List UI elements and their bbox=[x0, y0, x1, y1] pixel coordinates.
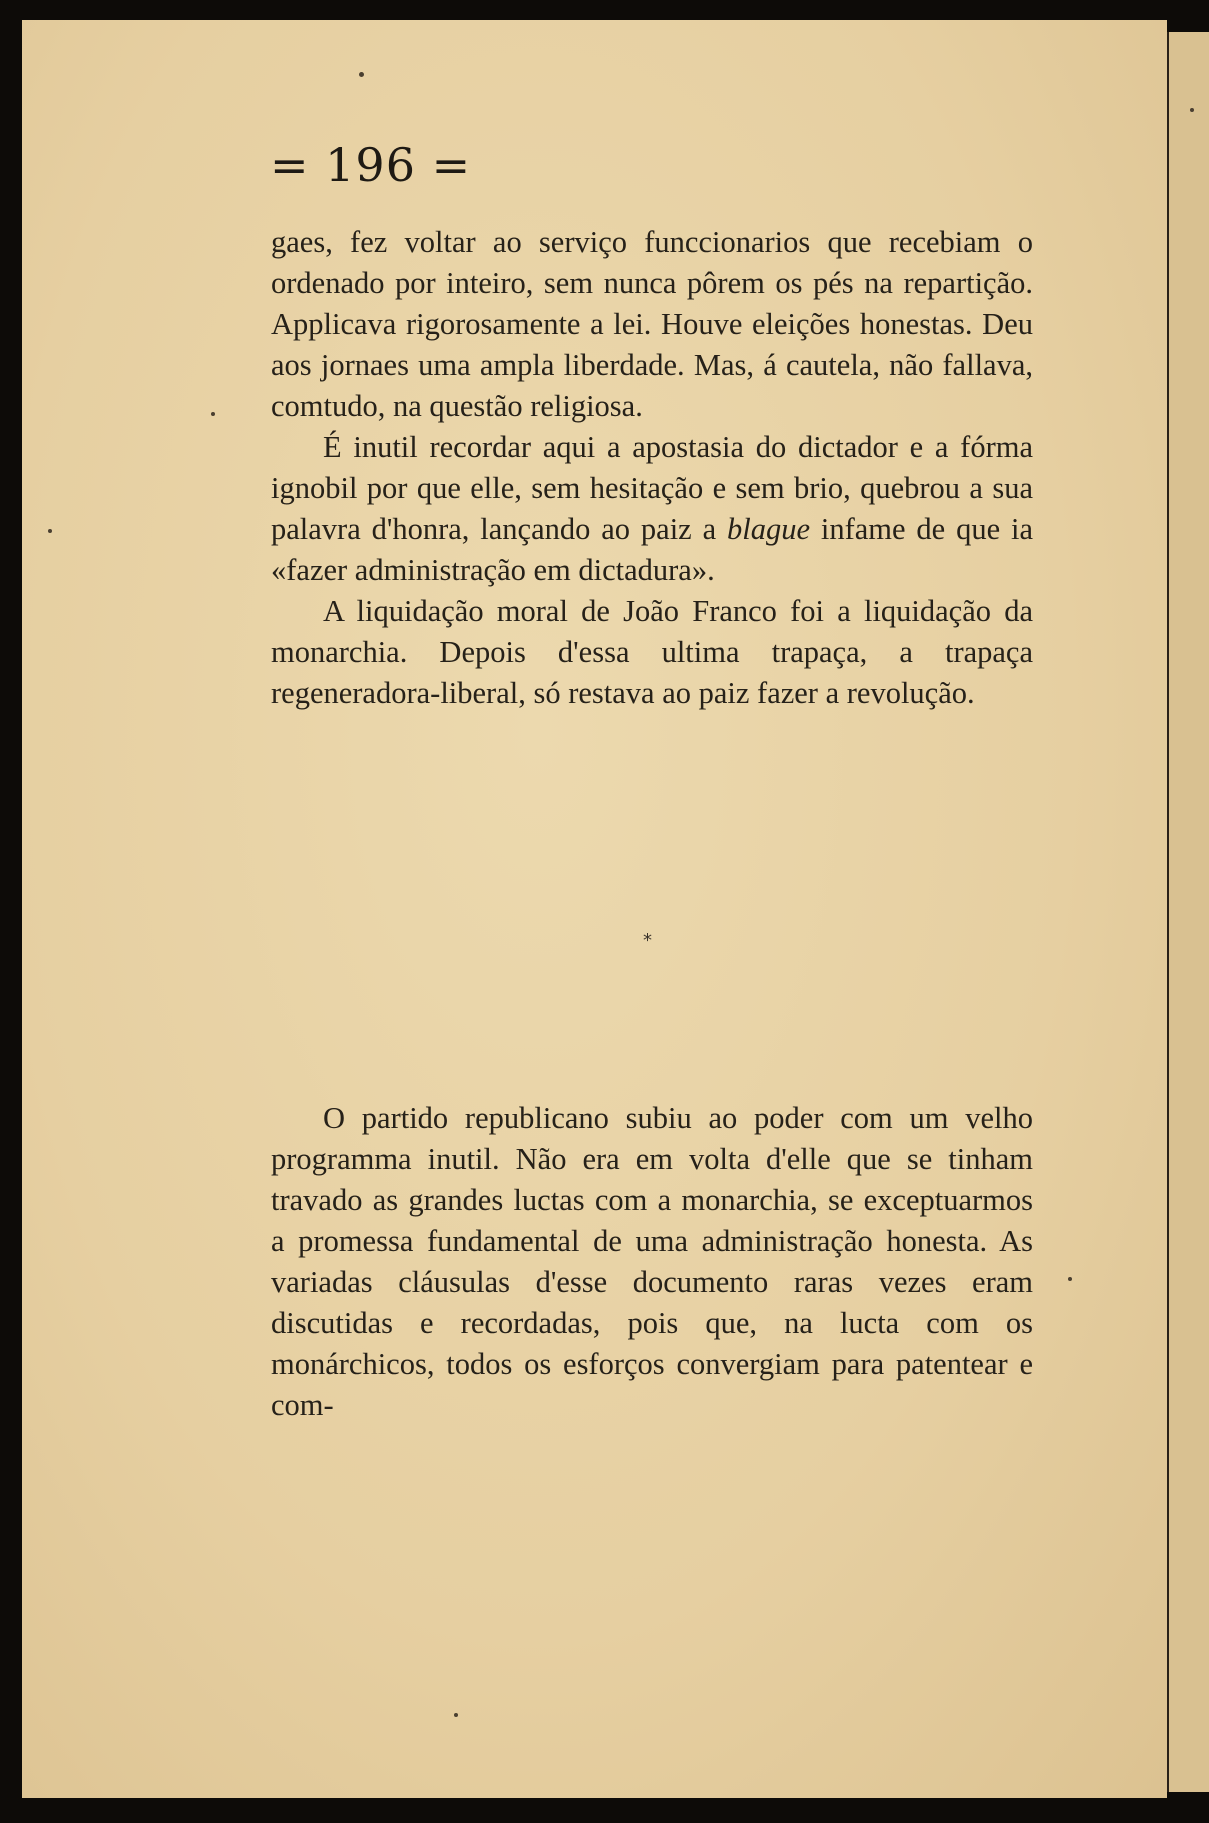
section-separator: * bbox=[643, 930, 652, 951]
paragraph-2-lead: É inutil recordar aqui a apostasia do dictador e a fórma ignobil por que elle, sem hesitação e sem brio, quebrou a sua palavra d'honra, lançando ao paiz a bbox=[271, 430, 1033, 546]
paper-speck bbox=[48, 529, 52, 533]
paragraph-4: O partido republicano subiu ao poder com um velho programma inutil. Não era em volta d'elle que se tinham travado as grandes luctas com a monarchia, se exceptuarmos a promessa fundamental de uma administração honesta. As variadas cláusulas d'esse documento raras vezes eram discutidas e recordadas, pois que, na lucta com os monárchicos, todos os esforços convergiam para patentear e com- bbox=[271, 1101, 1033, 1422]
paper-speck bbox=[211, 412, 215, 416]
paper-speck bbox=[1068, 1277, 1072, 1281]
paper-speck bbox=[454, 1713, 458, 1717]
paper-speck bbox=[359, 72, 364, 77]
paragraph-3: A liquidação moral de João Franco foi a liquidação da monarchia. Depois d'essa ultima trapaça, a trapaça regeneradora-liberal, só restava ao paiz fazer a revolução. bbox=[271, 594, 1033, 710]
text-section-2 bbox=[271, 1098, 1033, 1426]
adjacent-page-edge bbox=[1167, 32, 1209, 1792]
italic-word: blague bbox=[726, 512, 810, 546]
paragraph-2-tail: infame de que ia «fazer administração em dictadura». bbox=[271, 512, 1033, 587]
text-section-1 bbox=[271, 222, 1033, 714]
paragraph-1: gaes, fez voltar ao serviço funccionarios que recebiam o ordenado por inteiro, sem nunca pôrem os pés na repartição. Applicava rigorosamente a lei. Houve eleições honestas. Deu aos jornaes uma ampla liberdade. Mas, á cautela, não fallava, comtudo, na questão religiosa. bbox=[271, 225, 1033, 423]
paper-speck bbox=[1190, 108, 1194, 112]
paragraph-2 bbox=[271, 427, 1033, 591]
page-number: = 196 = bbox=[270, 138, 472, 192]
